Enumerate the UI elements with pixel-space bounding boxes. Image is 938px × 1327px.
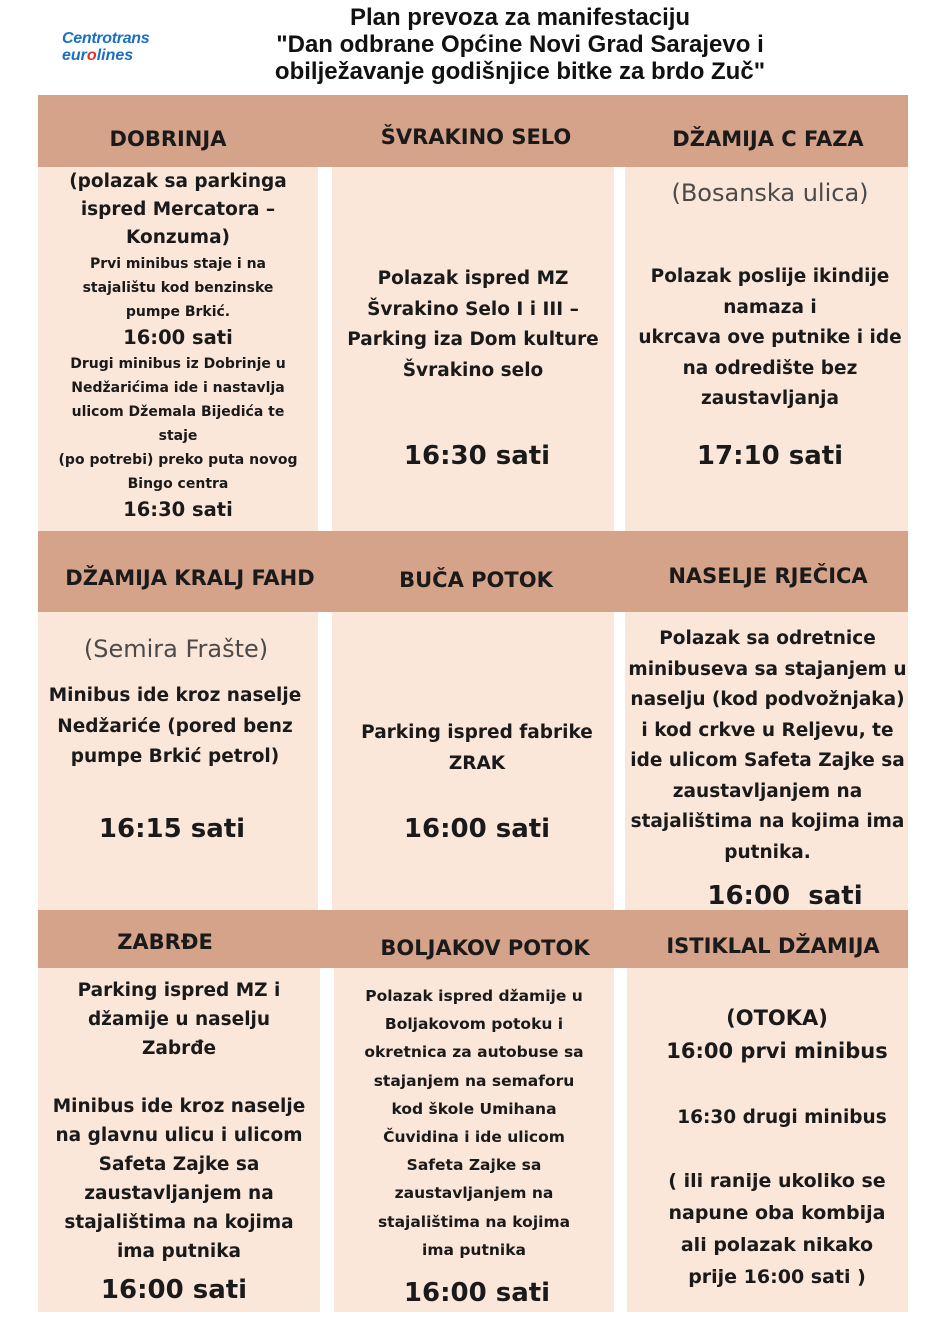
logo-line-1: Centrotrans [62,30,150,47]
departure-time: 16:00 prvi minibus [666,1039,888,1063]
departure-time: 16:00 sati [100,1275,248,1305]
location-heading: BOLJAKOV POTOK [380,936,590,960]
svrakino-selo-details: Polazak ispred MZ Švrakino Selo I i III – Parking iza Dom kulture Švrakino selo [347,268,599,381]
departure-time: 16:00 sati [403,814,551,844]
title-line-2: "Dan odbrane Općine Novi Grad Sarajevo i [276,31,764,58]
dzamija-c-faza-details: Polazak poslije ikindije namaza i ukrcava ove putnike i ide na odredište bez zaustavljanja [638,266,902,409]
location-heading: DŽAMIJA C FAZA [672,127,864,151]
logo-line-2: eurolines [62,47,134,64]
location-heading: ŠVRAKINO SELO [380,125,572,149]
location-heading: DŽAMIJA KRALJ FAHD [65,566,315,590]
istiklal-note: ( ili ranije ukoliko se napune oba kombija ali polazak nikako prije 16:00 sati ) [668,1170,886,1288]
departure-time: 17:10 sati [696,441,844,471]
departure-time: 16:30 sati [123,498,233,521]
departure-time: 16:00 sati [123,326,233,349]
boljakov-potok-details: Polazak ispred džamije u Boljakovom potoku i okretnica za autobuse sa stajanjem na semaforu kod škole Umihana Čuvidina i ide ulicom Safeta Zajke sa zaustavljanjem na stajalištima na kojima ima putnika [364,987,584,1259]
location-heading: ZABRĐE [117,930,213,954]
departure-time: 16:00 sati [707,881,863,911]
departure-time: 16:00 sati [403,1278,551,1308]
dobrinja-details: (polazak sa parkinga ispred Mercatora – Konzuma) Prvi minibus staje i na stajalištu kod benzinske pumpe Brkić. 16:00 sati Drugi minibus iz Dobrinje u Nedžarićima ide i nastavlja ulicom Džemala Bijedića te staje (po potrebi) preko puta novog Bingo centra 16:30 sati [38,168,318,524]
istiklal-dzamija-details: (OTOKA) 16:00 prvi minibus [627,1002,937,1068]
location-subtitle: (Bosanska ulica) [671,179,869,207]
location-heading: BUČA POTOK [399,568,553,592]
title-line-1: Plan prevoza za manifestaciju [349,4,691,31]
centrotrans-eurolines-logo [62,31,172,64]
page-title [200,4,840,85]
departure-time: 16:30 sati [403,441,551,471]
naselje-rjecica-details: Polazak sa odretnice minibuseva sa stajanjem u naselju (kod podvožnjaka) i kod crkve u Reljevu, te ide ulicom Safeta Zajke sa zaustavljanjem na stajalištima na kojima ima putnika. [628,628,907,863]
title-line-3: obilježavanje godišnjice bitke za brdo Zuč" [274,58,766,85]
location-heading: ISTIKLAL DŽAMIJA [666,934,880,958]
location-heading: DOBRINJA [109,127,227,151]
location-subtitle: (Semira Frašte) [83,635,269,663]
buca-potok-details: Parking ispred fabrike ZRAK [361,722,593,774]
kralj-fahd-details: Minibus ide kroz naselje Nedžariće (pored benz pumpe Brkić petrol) [48,685,302,767]
departure-time: 16:30 drugi minibus [677,1107,887,1128]
location-heading: NASELJE RJEČICA [668,564,868,588]
departure-time: 16:15 sati [98,814,246,844]
zabrde-details: Parking ispred MZ i džamije u naselju Zabrđe Minibus ide kroz naselje na glavnu ulicu i ulicom Safeta Zajke sa zaustavljanjem na stajalištima na kojima ima putnika [52,980,306,1262]
